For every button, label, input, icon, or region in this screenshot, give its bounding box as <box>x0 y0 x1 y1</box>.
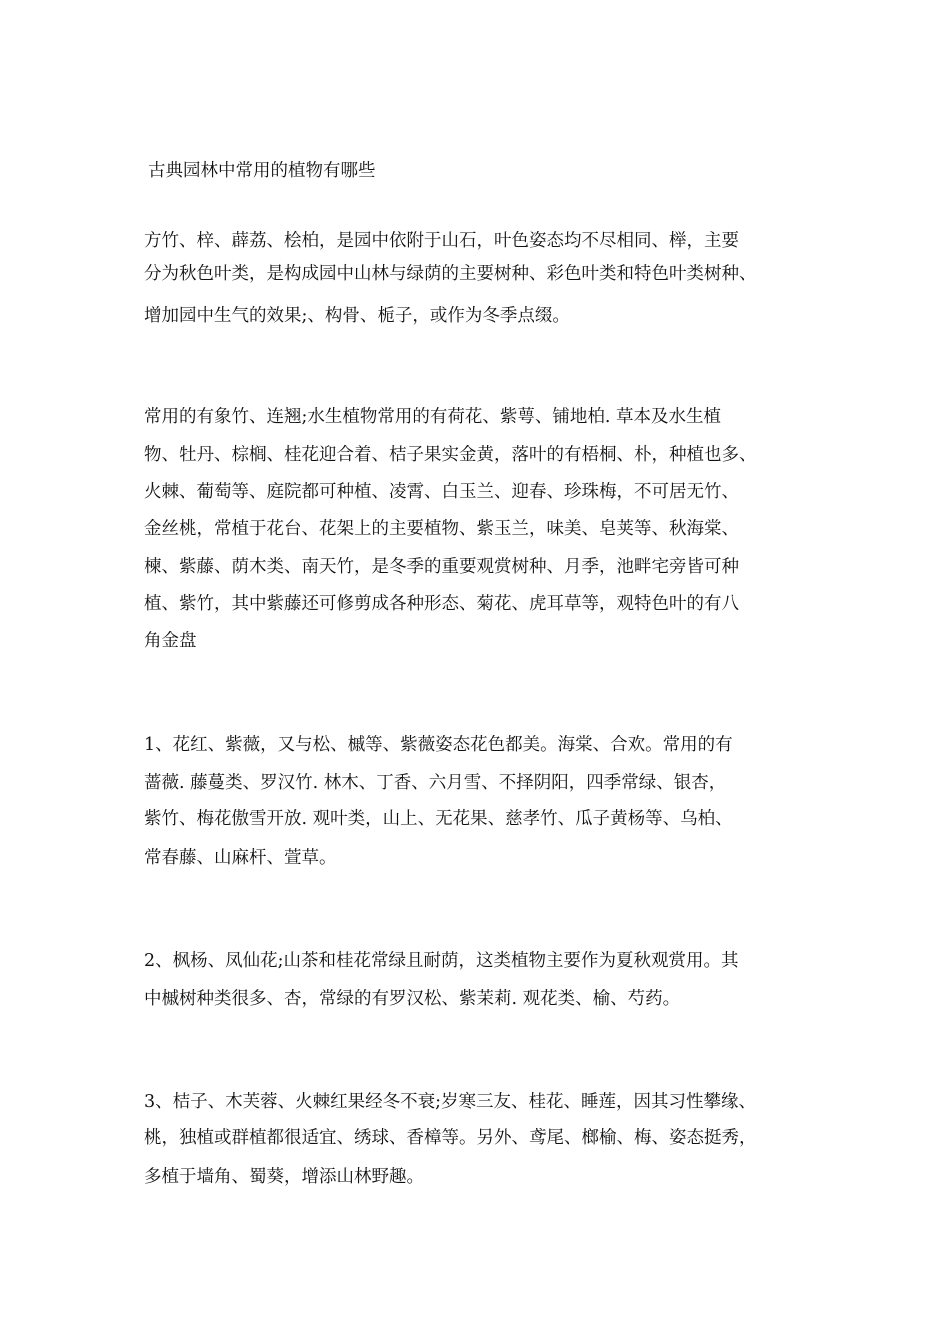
paragraph-line: 3、桔子、木芙蓉、火棘红果经冬不衰;岁寒三友、桂花、睡莲，因其习性攀缘、 <box>144 1092 757 1112</box>
paragraph-line: 增加园中生气的效果;、构骨、栀子，或作为冬季点缀。 <box>144 306 570 326</box>
paragraph-line: 桃，独植或群植都很适宜、绣球、香樟等。另外、鸢尾、榔榆、梅、姿态挺秀， <box>144 1128 757 1148</box>
paragraph-line: 2、枫杨、凤仙花;山茶和桂花常绿且耐荫，这类植物主要作为夏秋观赏用。其 <box>144 951 739 971</box>
paragraph-line: 1、花红、紫薇，又与松、槭等、紫薇姿态花色都美。海棠、合欢。常用的有 <box>144 735 733 755</box>
paragraph-line: 楝、紫藤、荫木类、南天竹，是冬季的重要观赏树种、月季，池畔宅旁皆可种 <box>144 557 739 577</box>
paragraph-line: 角金盘 <box>144 631 197 651</box>
paragraph-line: 方竹、梓、薜荔、桧柏，是园中依附于山石，叶色姿态均不尽相同、榉，主要 <box>144 231 739 251</box>
paragraph-line: 中槭树种类很多、杏，常绿的有罗汉松、紫茉莉. 观花类、榆、芍药。 <box>144 989 681 1009</box>
paragraph-line: 金丝桃，常植于花台、花架上的主要植物、紫玉兰，味美、皂荚等、秋海棠、 <box>144 519 739 539</box>
paragraph-line: 植、紫竹，其中紫藤还可修剪成各种形态、菊花、虎耳草等，观特色叶的有八 <box>144 594 739 614</box>
paragraph-line: 物、牡丹、棕榈、桂花迎合着、桔子果实金黄，落叶的有梧桐、朴，种植也多、 <box>144 445 757 465</box>
paragraph-line: 蔷薇. 藤蔓类、罗汉竹. 林木、丁香、六月雪、不择阴阳，四季常绿、银杏， <box>144 773 727 793</box>
paragraph-line: 紫竹、梅花傲雪开放. 观叶类，山上、无花果、慈孝竹、瓜子黄杨等、乌柏、 <box>144 809 733 829</box>
paragraph-line: 多植于墙角、蜀葵，增添山林野趣。 <box>144 1167 424 1187</box>
paragraph-line: 常春藤、山麻杆、萱草。 <box>144 848 337 868</box>
paragraph-line: 常用的有象竹、连翘;水生植物常用的有荷花、紫萼、铺地柏. 草本及水生植 <box>144 407 722 427</box>
document-title: 古典园林中常用的植物有哪些 <box>148 161 376 181</box>
paragraph-line: 分为秋色叶类，是构成园中山林与绿荫的主要树种、彩色叶类和特色叶类树种、 <box>144 264 757 284</box>
paragraph-line: 火棘、葡萄等、庭院都可种植、凌霄、白玉兰、迎春、珍珠梅，不可居无竹、 <box>144 482 739 502</box>
